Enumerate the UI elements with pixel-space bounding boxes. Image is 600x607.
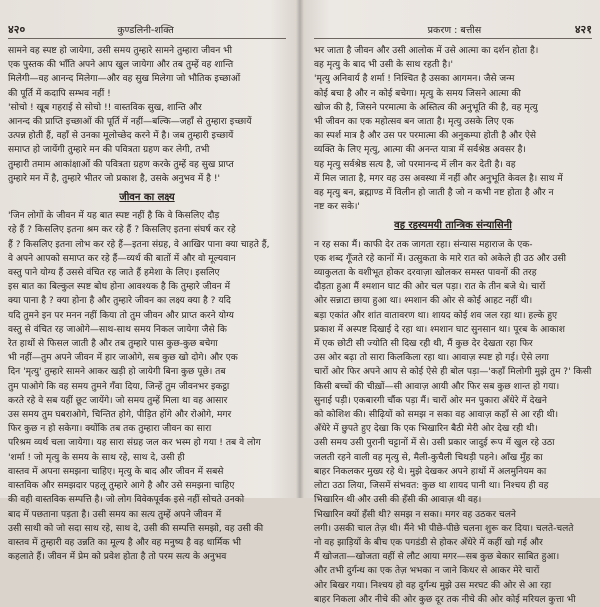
left-text-line: क्या पाना है ? क्या होना है और तुम्हारे जीवन का लक्ष्य क्या है ? यदि	[8, 296, 231, 307]
left-page-text-bottom	[8, 209, 286, 564]
left-text-line: रहे हैं ? किसलिए इतना श्रम कर रहे हैं ? किसलिए इतना संघर्ष कर रहे	[8, 225, 236, 236]
book-gutter	[296, 0, 304, 498]
right-text-line: वह मृत्यु के बाद भी उसी के साथ रहती है।'	[314, 60, 454, 71]
right-text-line: भर जाता है जीवन और उसी आलोक में उसे आत्मा का दर्शन होता है।	[314, 46, 539, 56]
left-page-text-top	[8, 44, 286, 186]
left-text-line: तुम्हारी तमाम आकांक्षाओं की पवित्रता ग्रहण करके तुम्हें वह सुख प्राप्त	[8, 159, 234, 170]
right-text-line: खोज की है, जिसने परमात्मा के अस्तित्व की अनुभूति की है, वह मृत्यु	[314, 102, 538, 113]
right-text-line: दौड़ता हुआ मैं श्मशान घाट की ओर चल पड़ा। रात के तीन बजे थे। चारों	[314, 282, 546, 293]
right-text-line: उस ओर बढ़ा तो सारा किलकिला रहा था। आवाज़ स्पष्ट हो गई। ऐसे लगा	[314, 353, 549, 364]
right-text-line: भिखारिन क्यों हँसी थी? समझ न सका। मगर वह उठकर चलने	[314, 509, 516, 520]
left-text-line: उस समय तुम घबराओगे, चिन्तित होगे, पीड़ित होंगे और रोओगे, मगर	[8, 410, 232, 421]
right-text-line: अँधेरे में छुपते हुए देखा कि एक भिखारिन बैठी मेरी ओर देख रही थी।	[314, 424, 538, 435]
right-page	[314, 22, 592, 605]
right-text-line: को कोशिश की। सीढ़ियों को समझ न सका वह आवाज़ कहाँ से आ रही थी।	[314, 410, 559, 421]
right-text-line: सुनाई पड़ी। एकबारगी चौंक पड़ा मैं। चारों ओर मन पुकारा अँधेरे में देखने	[314, 395, 547, 406]
right-text-line: वह मृत्यु बन, ब्रह्माण्ड में विलीन हो जाती है जो न कभी नष्ट होता है और न	[314, 188, 554, 199]
right-running-head: प्रकरण : बत्तीस	[427, 25, 482, 36]
left-running-head: कुण्डलिनी-शक्ति	[117, 25, 174, 36]
right-page-number: ४२१	[574, 23, 592, 36]
left-text-line: कहलाते हैं। जीवन में प्रेम को प्रवेश होता है तो परम सत्य के अनुभव	[8, 552, 227, 563]
left-text-line: हैं ? किसलिए इतना लोभ कर रहे हैं—इतना संग्रह, वे आखिर पाना क्या चाहते हैं,	[8, 239, 270, 250]
right-text-line: एक शब्द गूँजते रहे कानों में। उत्सुकता के मारे रात को अकेले ही उठ और उसी	[314, 253, 567, 264]
left-page	[8, 22, 286, 563]
right-text-line: भिखारिन थी और उसी की हँसी की आवाज़ थी वह।	[314, 495, 482, 506]
left-text-line: करते रहे वे सब यहीं छूट जायेंगे। जो समय तुम्हें मिला था वह आसार	[8, 395, 228, 406]
right-text-line: व्याकुलता के वशीभूत होकर दरवाज़ा खोलकर समस्त पावनों की तरह	[314, 268, 537, 279]
right-text-line: ओर सन्नाटा छाया हुआ था। श्मशान की ओर से कोई आहट नहीं थी।	[314, 296, 533, 307]
right-text-line: किसी बच्चों की चीख़ों—सी आवाज़ आयी और फिर सब कुछ शान्त हो गया।	[314, 381, 560, 392]
right-text-line: बड़ा एकांत और शांत वातावरण था। शायद कोई शव जल रहा था। हल्के हुए	[314, 310, 558, 321]
right-text-line: 'मृत्यु अनिवार्य है शर्मा ! निश्चित है उसका आगमन। जैसे जन्म	[314, 74, 515, 85]
left-text-line: भी नहीं—तुम अपने जीवन में हार जाओगे, सब कुछ खो दोगे। और एक	[8, 353, 238, 364]
left-text-line: समाप्त हो जायेंगी तुम्हारे मन की पवित्रता ग्रहण कर लेगी, तभी	[8, 145, 210, 156]
right-text-line: प्रकाश में अस्पष्ट दिखाई दे रहा था। श्मशान घाट सुनसान था। पूरब के आकाश	[314, 324, 565, 335]
right-text-line: और तभी दुर्गन्ध का एक तेज़ भभका न जाने किधर से आकर मेरे चारों	[314, 566, 540, 577]
right-text-line: मैं खोजता—खोजता वहीं से लौट आया मगर—सब कुछ बेकार साबित हुआ।	[314, 552, 560, 563]
left-text-line: रेत हाथों से फिसल जाती है और तब तुम्हारे पास कुछ-कुछ बचेगा	[8, 339, 218, 350]
right-text-line: लोटा उठा लिया, जिसमें संभवत: कुछ था शायद पानी था। निश्चय ही वह	[314, 481, 549, 492]
left-text-line: की वही वास्तविक सम्पत्ति है। जो लोग विवेकपूर्वक इसे नहीं सोचते उनको	[8, 495, 245, 506]
left-text-line: उत्पन्न होती हैं, वहाँ से उनका मूलोच्छेद करने में है। जब तुम्हारी इच्छायें	[8, 131, 234, 142]
right-text-line: न रह सका मैं। काफी देर तक जागता रहा। संन्यास महाराज के एक-	[314, 239, 533, 250]
right-section-heading: वह रहस्यमयी तान्त्रिक संन्यासिनी	[394, 220, 512, 232]
right-text-line: नष्ट कर सके।'	[314, 202, 360, 213]
left-text-line: वास्तव में अपना समझना चाहिए। मृत्यु के बाद और जीवन में सबसे	[8, 466, 224, 477]
left-text-line: 'सोचो ! खूब गहराई से सोचो !! वास्तविक सुख, शान्ति और	[8, 102, 202, 113]
left-text-line: उसी साथी को जो सदा साथ रहे, साथ दे, उसी की सम्पत्ति समझो, वह उसी की	[8, 523, 264, 534]
left-text-line: तुम पाओगे कि वह समय तुमने गँवा दिया, जिन्हें तुम जीवनभर इकट्ठा	[8, 381, 230, 392]
right-text-line: कोई बचा है और न कोई बचेगा। मृत्यु के समय जिसने आत्मा की	[314, 88, 521, 99]
left-text-line: वस्तु पाने योग्य हैं उससे वंचित रह जाते हैं हमेशा के लिए। इसलिए	[8, 268, 220, 279]
right-text-line: बाहर निकला और नीचे की ओर कुछ दूर तक नीचे की ओर कोई मरियल कुत्ता भी	[314, 594, 576, 605]
right-text-line: जलती रहने वाली वह मृत्यु से, मैली-कुचैली चिथड़ी पहने। आँख मुँह का	[314, 452, 543, 463]
left-text-line: 'शर्मा ! जो मृत्यु के समय के साथ रहे, साथ दे, उसी ही	[8, 452, 185, 463]
left-text-line: की पूर्ति में कदापि सम्भव नहीं !	[8, 88, 111, 99]
right-text-line: यह मृत्यु सर्वश्रेष्ठ सत्य है, जो परमानन्द में लीन कर देती है। वह	[314, 159, 516, 170]
right-text-line: बाहर निकलकर मुख्य रहे थे। मुझे देखकर अपने हाथों में अलमुनियम का	[314, 466, 547, 477]
left-text-line: 'जिन लोगों के जीवन में यह बात स्पष्ट नहीं है कि वे किसलिए दौड़	[8, 211, 220, 222]
left-text-line: सामने वह स्पष्ट हो जायेगा, उसी समय तुम्हारे सामने तुम्हारा जीवन भी	[8, 46, 232, 56]
left-text-line: फिर कुछ न हो सकेगा। क्योंकि तब तक तुम्हारा जीवन का सारा	[8, 424, 212, 435]
right-text-line: चारों ओर फिर अपने आप से कोई ऐसे ही बोल पड़ा—'कहाँ मिलोगी मुझे तुम ?' किसी	[314, 367, 592, 378]
right-page-body	[314, 44, 592, 607]
left-text-line: वे अपने आपको समाप्त कर रहे हैं—व्यर्थ की बातों में और वो मूल्यवान	[8, 253, 236, 264]
left-page-number: ४२०	[8, 23, 26, 36]
left-text-line: परिश्रम व्यर्थ चला जायेगा। यह सारा संग्रह जल कर भस्म हो गया ! तब वे लोग	[8, 438, 261, 449]
left-text-line: यदि तुमने इन पर मनन नहीं किया तो तुम जीवन और प्राप्त करने योग्य	[8, 310, 234, 321]
left-text-line: वास्तव में तुम्हारी वह उन्नति का मूल्य है और वह मनुष्य है वह धार्मिक भी	[8, 537, 241, 548]
right-text-line: भी जीवन का एक महोत्सव बन जाता है। मृत्यु उसके लिए एक	[314, 117, 514, 128]
left-text-line: आनन्द की प्राप्ति इच्छाओं की पूर्ति में नहीं—बल्कि—जहाँ से तुम्हारा इच्छायें	[8, 117, 252, 128]
left-text-line: वास्तविक और समझदार पहलू तुम्हारे आगे है और उसे समझना चाहिए	[8, 481, 235, 492]
left-text-line: दिन 'मृत्यु' तुम्हारे सामने आकर खड़ी हो जायेगी बिना कुछ पूछे। तब	[8, 367, 226, 378]
left-text-line: एक पुस्तक की भाँति अपने आप खुल जायेगा और तब तुम्हें वह शान्ति	[8, 60, 234, 71]
right-text-line: ओर बिखर गया। निश्चय हो वह दुर्गन्ध मुझे उस मरघट की ओर से आ रहा	[314, 580, 552, 591]
left-text-line: बाद में पछताना पड़ता है। उसी समय का सत्य तुम्हें अपने जीवन में	[8, 509, 222, 520]
left-section-heading: जीवन का लक्ष्य	[119, 192, 175, 204]
left-text-line: इस बात का बिल्कुल स्पष्ट बोध होना आवश्यक है कि तुम्हारे जीवन में	[8, 282, 231, 293]
right-page-text-top	[314, 44, 592, 214]
left-text-line: तुम्हारे मन में है, तुम्हारे भीतर जो प्रकाश है, उसके अनुभव में है !'	[8, 173, 221, 184]
left-text-line: मिलेगी—वह आनन्द मिलेगा—और वह सुख मिलेगा जो भौतिक इच्छाओं	[8, 74, 241, 85]
right-page-text-bottom	[314, 238, 592, 607]
right-text-line: में एक छोटी सी ज्योति सी दिख रही थी, मैं कुछ देर देखता रहा फिर	[314, 339, 533, 350]
right-text-line: उसी समय उसी पुरानी चट्टानों में से। उसी प्रकार जादुई रूप में खुल रहे उठा	[314, 438, 555, 449]
left-text-line: वस्तु से वंचित रह जाओगे—साथ-साथ समय निकल जायेगा जैसे कि	[8, 324, 227, 335]
right-text-line: व्यक्ति के लिए मृत्यु, आत्मा की अनन्त यात्रा में सर्वश्रेष्ठ अवसर है।	[314, 145, 526, 156]
left-page-body	[8, 44, 286, 564]
right-text-line: में मिल जाता है, मगर वह उस अवस्था में नहीं और अनुभूति केवल है। साथ में	[314, 173, 563, 184]
right-text-line: का स्पर्श मात्र है और उस पर परमात्मा की अनुकम्पा होती है और ऐसे	[314, 131, 536, 142]
right-text-line: नो वह झाड़ियों के बीच एक पगडंडी से होकर अँधेरे में कहीं खो गई और	[314, 537, 543, 548]
right-text-line: लगी। उसकी चाल तेज़ थी। मैंने भी पीछे-पीछे चलना शुरू कर दिया। चलते-चलते	[314, 523, 574, 534]
